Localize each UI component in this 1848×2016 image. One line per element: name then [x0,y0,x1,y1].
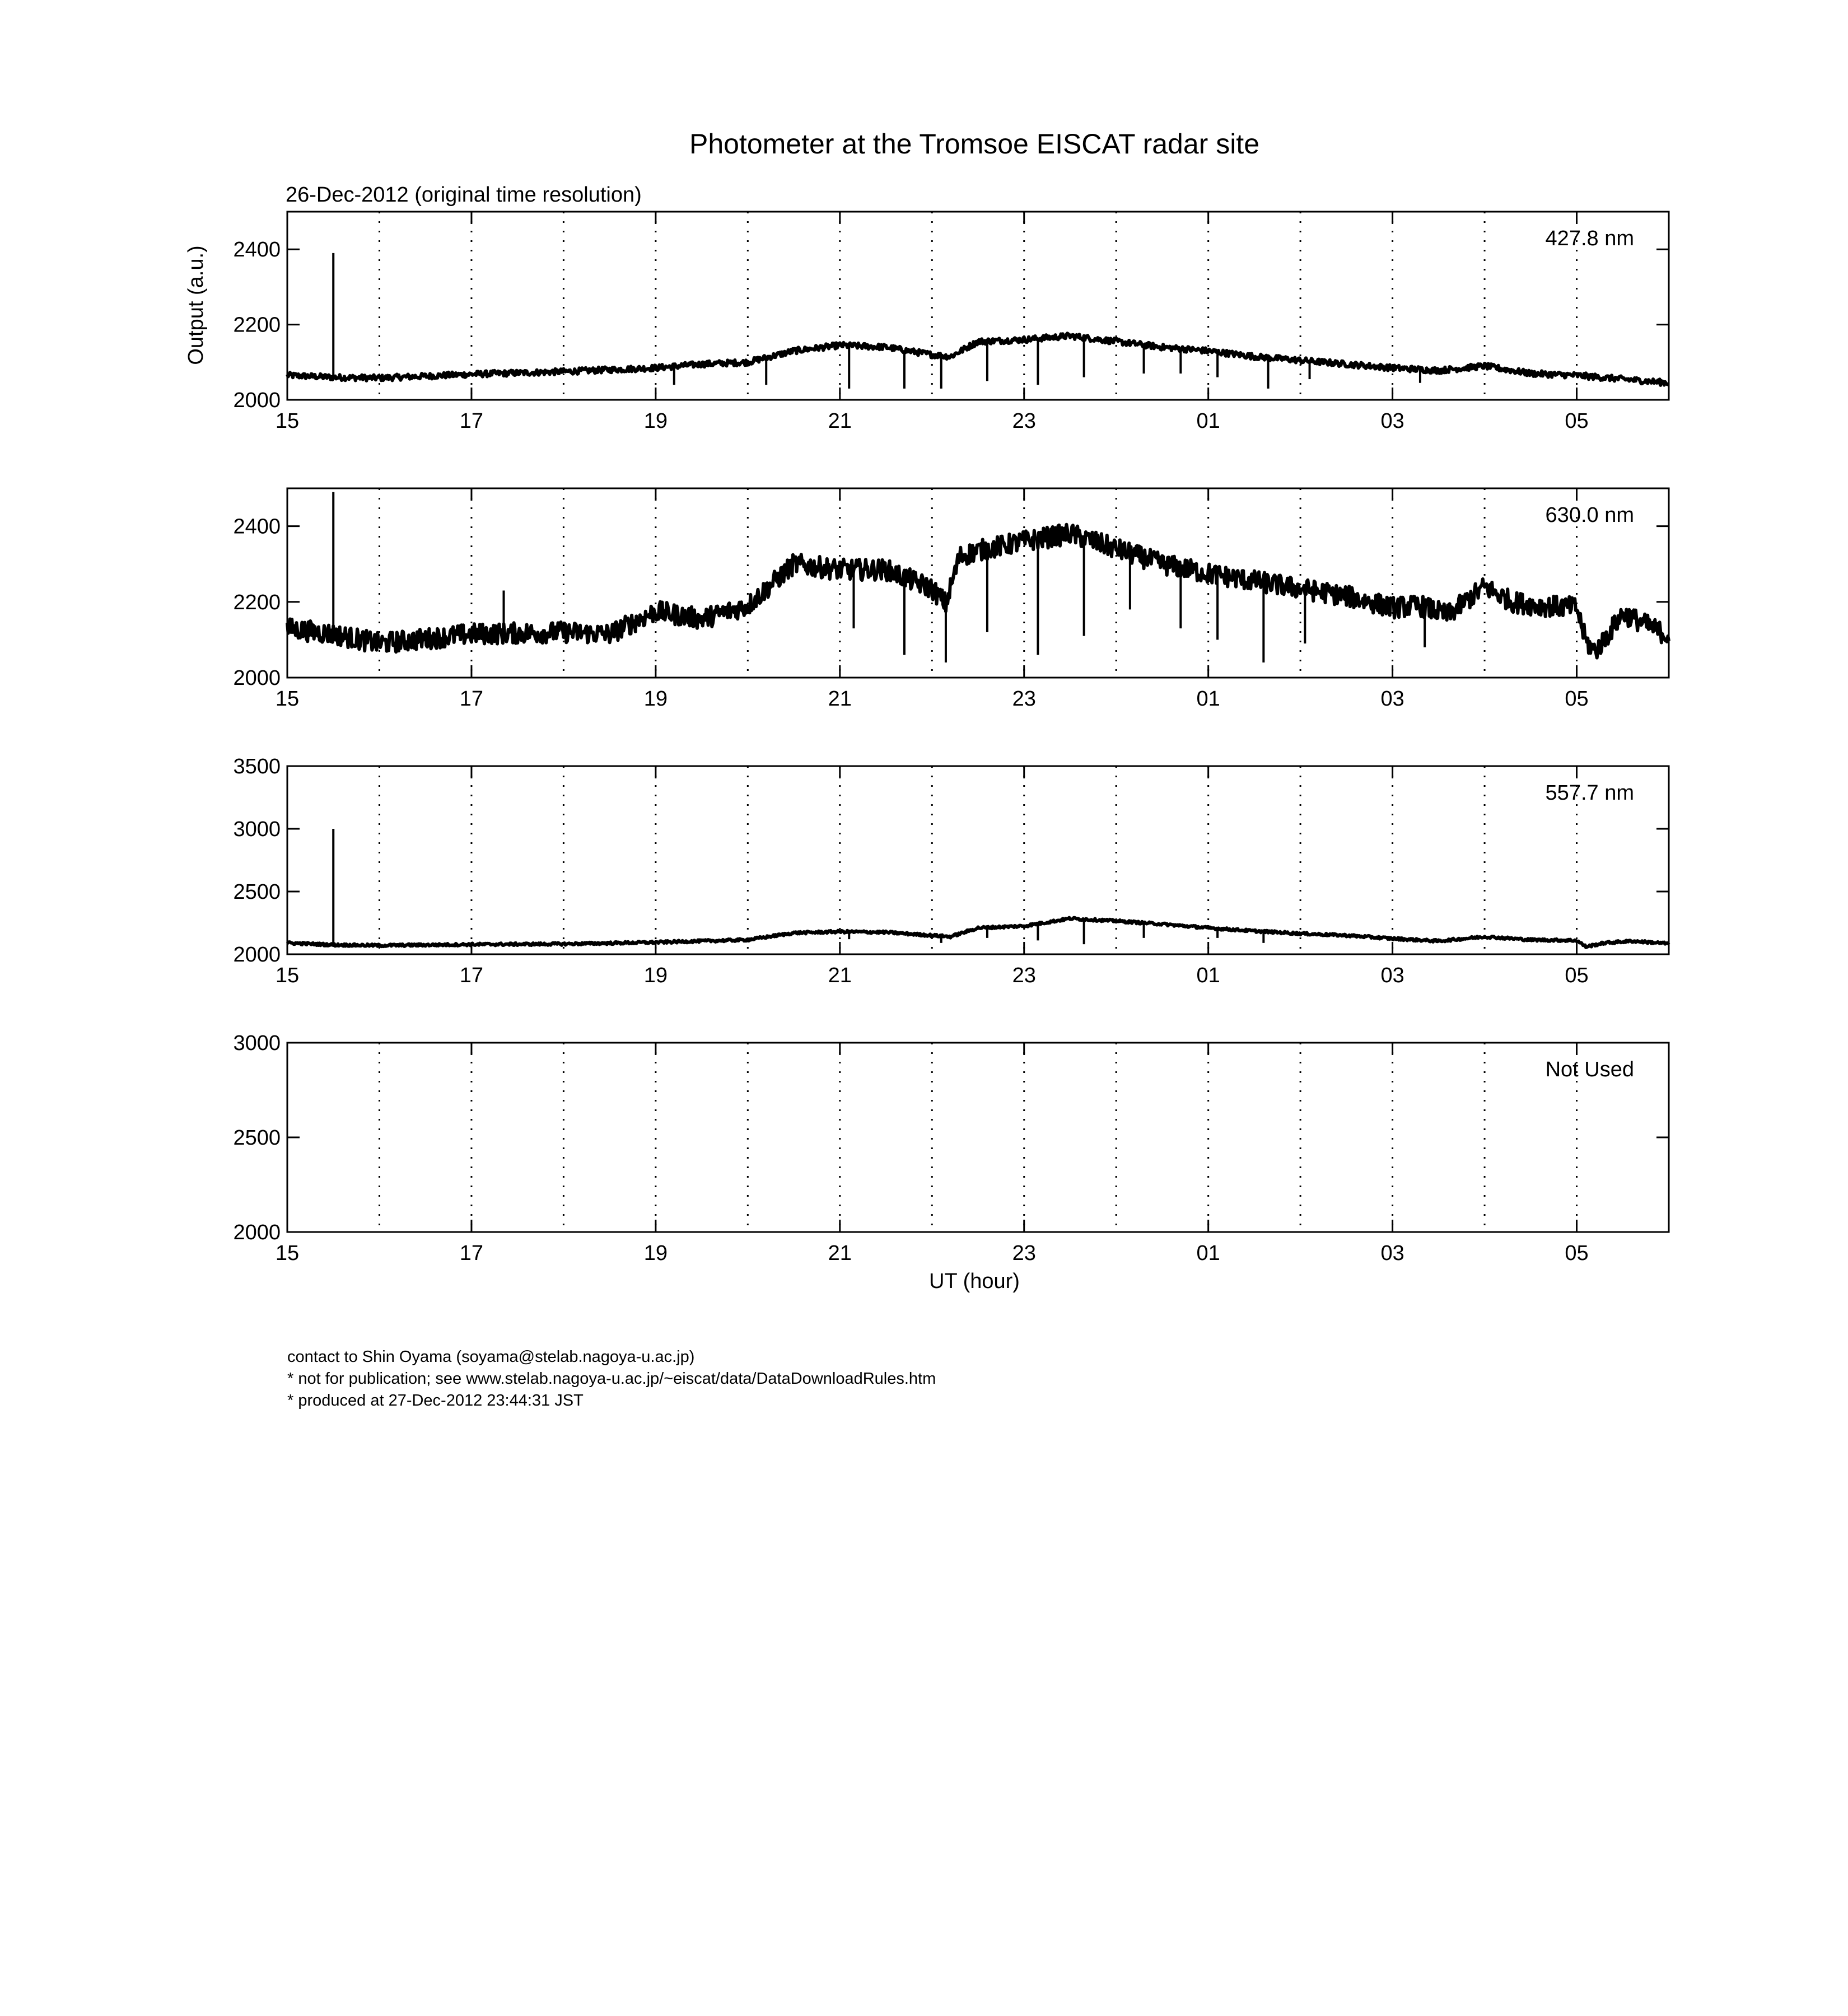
panel-3 [233,755,1669,987]
panel-label: Not Used [1545,1058,1634,1081]
x-tick-label: 23 [1012,687,1036,711]
x-tick-label: 23 [1012,409,1036,433]
x-tick-label: 19 [643,409,668,433]
y-tick-label: 3000 [233,818,281,841]
panel-1 [233,212,1669,433]
x-tick-label: 03 [1380,687,1404,711]
x-tick-label: 15 [275,964,300,987]
footer-contact: contact to Shin Oyama (soyama@stelab.nagoya-u.ac.jp) [287,1348,695,1366]
y-axis-label: Output (a.u.) [184,245,208,365]
footer-notes [287,1346,936,1412]
x-tick-label: 01 [1196,1242,1220,1265]
x-tick-label: 01 [1196,409,1220,433]
figure-title: Photometer at the Tromsoe EISCAT radar site [689,128,1260,160]
x-tick-label: 01 [1196,964,1220,987]
y-tick-label: 2400 [233,515,281,539]
x-tick-label: 17 [459,1242,484,1265]
x-tick-label: 05 [1565,687,1589,711]
panel-label: 427.8 nm [1545,227,1634,250]
x-tick-label: 19 [643,687,668,711]
y-tick-label: 3000 [233,1032,281,1055]
x-tick-label: 21 [828,964,852,987]
panel-2 [233,488,1669,711]
y-tick-label: 2000 [233,389,281,412]
series-line [287,333,1669,385]
x-tick-label: 15 [275,409,300,433]
y-tick-label: 2400 [233,238,281,262]
panel-label: 557.7 nm [1545,781,1634,805]
x-tick-label: 21 [828,409,852,433]
series-line [287,918,1669,948]
y-tick-label: 2000 [233,666,281,690]
panel-label: 630.0 nm [1545,503,1634,527]
x-tick-label: 17 [459,964,484,987]
y-tick-label: 2200 [233,590,281,614]
x-tick-label: 23 [1012,964,1036,987]
y-tick-label: 3500 [233,755,281,778]
plot-frame [287,488,1669,678]
x-tick-label: 03 [1380,964,1404,987]
x-tick-label: 05 [1565,964,1589,987]
x-tick-label: 05 [1565,409,1589,433]
footer-publication-note: * not for publication; see www.stelab.nagoya-u.ac.jp/~eiscat/data/DataDownloadRules.htm [287,1370,936,1388]
plot-frame [287,1043,1669,1232]
x-tick-label: 21 [828,687,852,711]
x-tick-label: 17 [459,409,484,433]
y-tick-label: 2500 [233,1126,281,1150]
x-tick-label: 05 [1565,1242,1589,1265]
y-tick-label: 2200 [233,313,281,337]
x-tick-label: 15 [275,1242,300,1265]
x-tick-label: 03 [1380,409,1404,433]
y-tick-label: 2500 [233,880,281,904]
x-tick-label: 17 [459,687,484,711]
x-axis-label: UT (hour) [929,1270,1020,1293]
x-tick-label: 15 [275,687,300,711]
x-tick-label: 23 [1012,1242,1036,1265]
x-tick-label: 03 [1380,1242,1404,1265]
x-tick-label: 21 [828,1242,852,1265]
x-tick-label: 19 [643,964,668,987]
x-tick-label: 19 [643,1242,668,1265]
panel-4 [233,1032,1669,1265]
panels [233,212,1669,1265]
figure-subtitle: 26-Dec-2012 (original time resolution) [286,183,642,207]
y-tick-label: 2000 [233,1221,281,1244]
y-tick-label: 2000 [233,943,281,967]
series-line [287,525,1669,658]
x-tick-label: 01 [1196,687,1220,711]
footer-produced-at: * produced at 27-Dec-2012 23:44:31 JST [287,1392,584,1410]
